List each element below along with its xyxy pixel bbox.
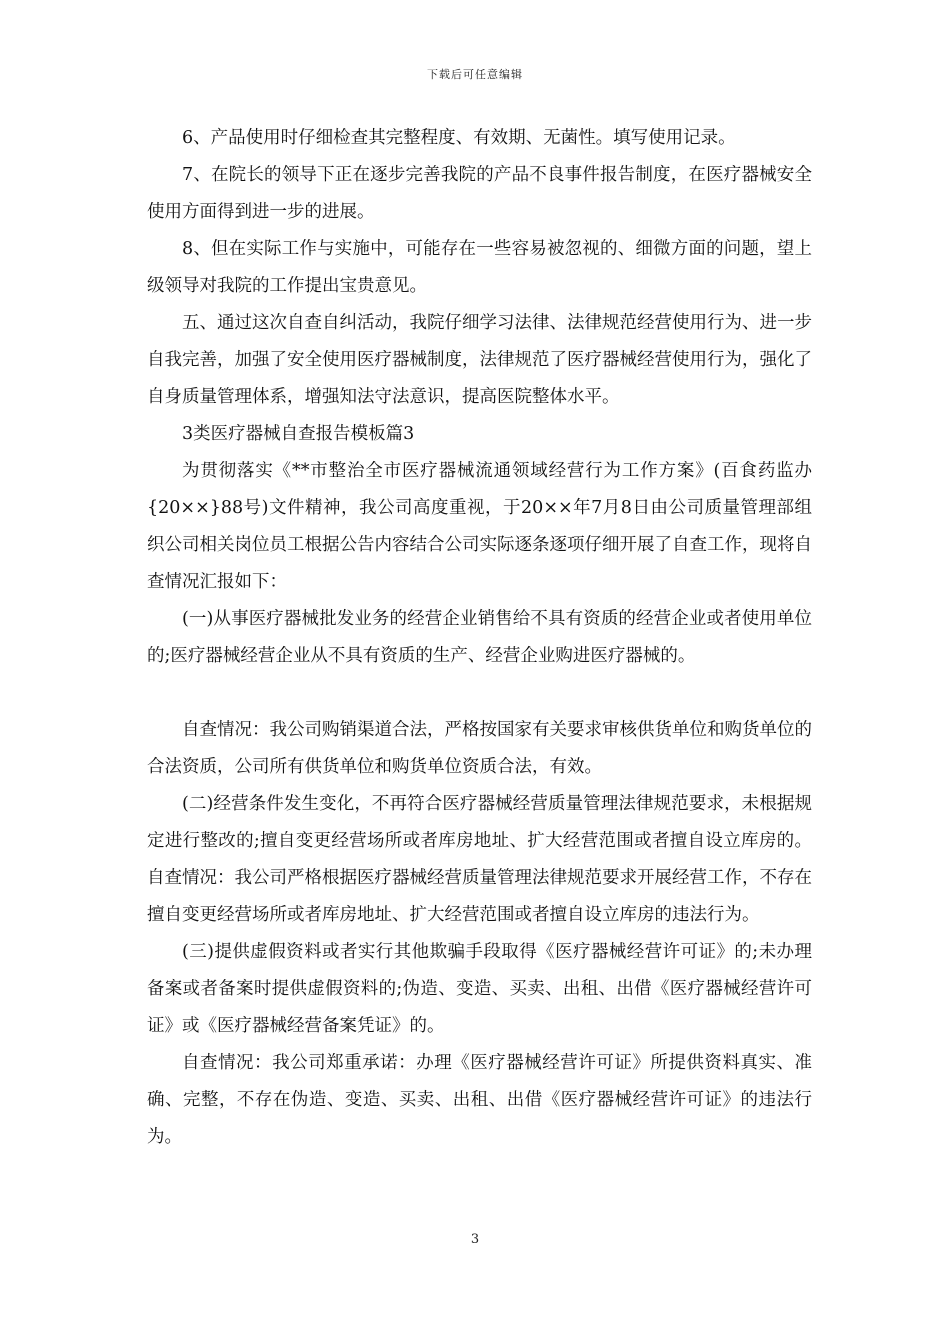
paragraph-check-1: 自查情况：我公司购销渠道合法，严格按国家有关要求审核供货单位和购货单位的合法资质，公司所有供货单位和购货单位资质合法，有效。 <box>147 720 812 777</box>
paragraph-item-8: 8、但在实际工作与实施中，可能存在一些容易被忽视的、细微方面的问题，望上级领导对我院的工作提出宝贵意见。 <box>147 239 812 296</box>
paragraph-issue-3: (三)提供虚假资料或者实行其他欺骗手段取得《医疗器械经营许可证》的;未办理备案或者备案时提供虚假资料的;伪造、变造、买卖、出租、出借《医疗器械经营许可证》或《医疗器械经营备案凭证》的。 <box>147 942 812 1036</box>
paragraph-section-5: 五、通过这次自查自纠活动，我院仔细学习法律、法律规范经营使用行为、进一步自我完善，加强了安全使用医疗器械制度，法律规范了医疗器械经营使用行为，强化了自身质量管理体系，增强知法守法意识，提高医院整体水平。 <box>147 313 812 407</box>
paragraph-intro: 为贯彻落实《**市整治全市医疗器械流通领域经营行为工作方案》(百食药监办{20××}88号)文件精神，我公司高度重视，于20××年7月8日由公司质量管理部组织公司相关岗位员工根据公告内容结合公司实际逐条逐项仔细开展了自查工作，现将自查情况汇报如下： <box>147 461 812 592</box>
document-body <box>147 120 812 1156</box>
page-number: 3 <box>470 1232 480 1247</box>
paragraph-issue-2: (二)经营条件发生变化，不再符合医疗器械经营质量管理法律规范要求，未根据规定进行整改的;擅自变更经营场所或者库房地址、扩大经营范围或者擅自设立库房的。自查情况：我公司严格根据医疗器械经营质量管理法律规范要求开展经营工作，不存在擅自变更经营场所或者库房地址、扩大经营范围或者擅自设立库房的违法行为。 <box>147 794 812 925</box>
section-heading: 3类医疗器械自查报告模板篇3 <box>182 424 415 444</box>
paragraph-check-3: 自查情况：我公司郑重承诺：办理《医疗器械经营许可证》所提供资料真实、准确、完整，不存在伪造、变造、买卖、出租、出借《医疗器械经营许可证》的违法行为。 <box>147 1053 812 1147</box>
page-header-note: 下载后可任意编辑 <box>427 68 523 81</box>
paragraph-item-6: 6、产品使用时仔细检查其完整程度、有效期、无菌性。填写使用记录。 <box>182 128 736 148</box>
blank-line <box>147 675 812 712</box>
paragraph-item-7: 7、在院长的领导下正在逐步完善我院的产品不良事件报告制度，在医疗器械安全使用方面得到进一步的进展。 <box>147 165 812 222</box>
paragraph-issue-1: (一)从事医疗器械批发业务的经营企业销售给不具有资质的经营企业或者使用单位的;医疗器械经营企业从不具有资质的生产、经营企业购进医疗器械的。 <box>147 609 812 666</box>
